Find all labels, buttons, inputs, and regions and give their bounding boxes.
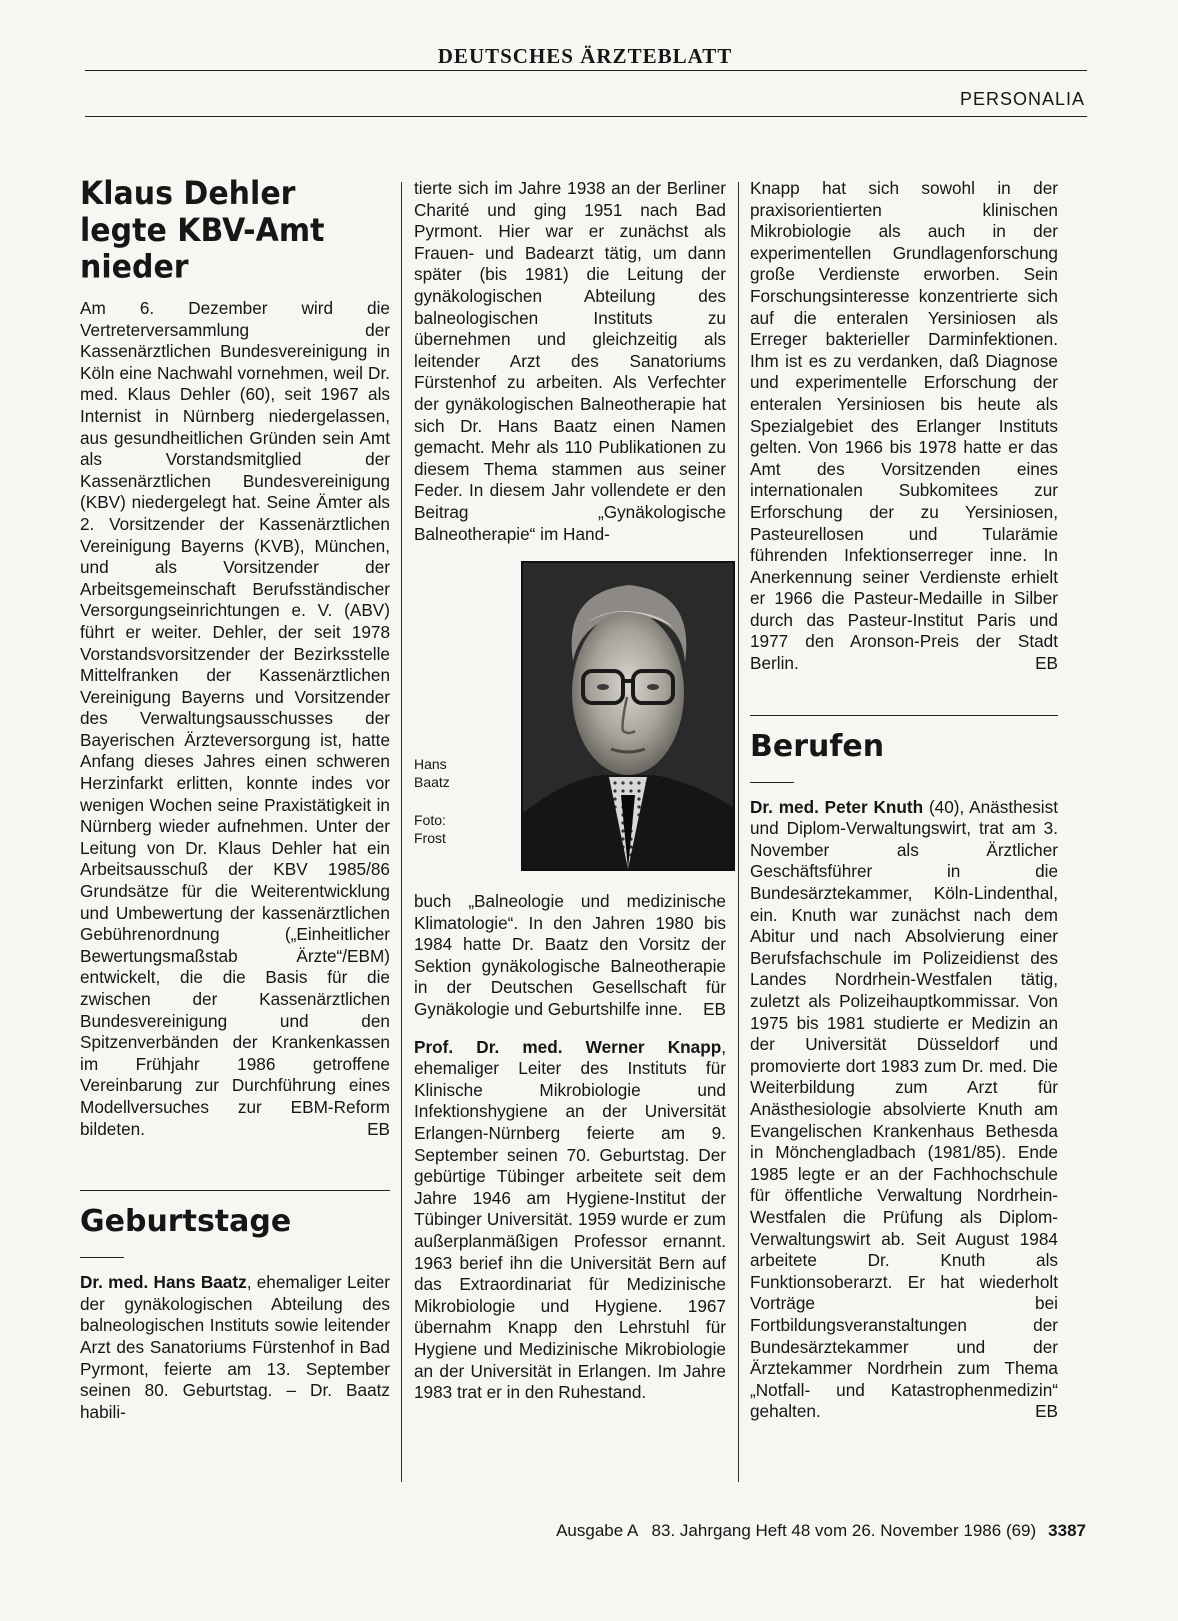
article-dehler: [80, 298, 390, 1140]
entry-knapp-text: , ehemaliger Leiter des Instituts für Klinische Mikrobiologie und Infektionshygiene an der Universität Erlangen-Nürnberg feierte am 9. September seinen 70. Geburtstag. Der gebürtige Tübinger arbeitete seit dem Jahre 1946 am Hygiene-Institut der Tübinger Universität. 1959 wurde er zum außerplanmäßigen Professor ernannt. 1963 berief ihn die Universität Bern auf das Extraordinariat für Medizinische Mikrobiologie und Hygiene. 1967 übernahm Knapp den Lehrstuhl für Hygiene und Medizinische Mikrobiologie an der Universität in Erlangen. Im Jahre 1983 trat er in den Ruhestand.: [414, 1036, 726, 1403]
portrait-photo: [521, 561, 735, 871]
entry-baatz-name: Dr. med. Hans Baatz: [80, 1272, 247, 1293]
baatz-conclusion-text: buch „Balneologie und medizinische Klimatologie“. In den Jahren 1980 bis 1984 hatte Dr. Baatz den Vorsitz der Sektion gynäkologische Balneotherapie in der Deutschen Gesellschaft für Gynäkologie und Geburtshilfe inne.: [414, 891, 726, 1020]
masthead-rule: [85, 70, 1087, 71]
section-heading-berufen: Berufen: [750, 728, 885, 764]
entry-knuth-text: (40), Anästhesist und Diplom-Verwaltungswirt, trat am 3. November als Ärztlicher Geschäftsführer in die Bundesärztekammer, Köln-Lindenthal, ein. Knuth war zunächst nach dem Abitur und nach Absolvierung einer Berufsfachschule im Polizeidienst des Landes Nordrhein-Westfalen tätig, zuletzt als Polizeihauptkommissar. Von 1975 bis 1981 studierte er Medizin an der Universität Düsseldorf und promovierte dort 1983 zum Dr. med. Die Weiterbildung zum Arzt für Anästhesiologie absolvierte Knuth am Evangelischen Krankenhaus Bethesda in Mönchengladbach (1981/85). Ende 1985 legte er an der Fachhochschule für öffentliche Verwaltung Nordrhein-Westfalen die Prüfung als Diplom-Verwaltungswirt ab. Seit August 1984 arbeitete Dr. Knuth als Funktionsoberarzt. Er hat wiederholt Vorträge bei Fortbildungsveranstaltungen der Bundesärztekammer und der Ärztekammer Nordrhein zum Thema „Notfall- und Katastrophenmedizin“ gehalten.: [750, 796, 1058, 1422]
portrait-illustration: [523, 563, 733, 869]
entry-knapp: [414, 1037, 726, 1404]
knapp-continued: [750, 178, 1058, 675]
section-rule-geburtstage-top: [80, 1190, 390, 1191]
baatz-conclusion-sig: EB: [703, 999, 726, 1020]
photo-block: [414, 561, 726, 877]
entry-baatz: [80, 1272, 390, 1423]
entry-knuth-name: Dr. med. Peter Knuth: [750, 796, 924, 817]
column-divider-1: [401, 182, 402, 1482]
column-1: [80, 176, 390, 1423]
headline-dehler: Klaus Dehler legte KBV-Amt nieder: [80, 174, 325, 287]
entry-knuth-sig: EB: [1035, 1401, 1058, 1422]
section-rule: [85, 116, 1087, 117]
section-heading-geburtstage: Geburtstage: [80, 1204, 292, 1240]
column-divider-2: [738, 182, 739, 1482]
knapp-continued-text: Knapp hat sich sowohl in der praxisorientierten klinischen Mikrobiologie als auch in der experimentellen Grundlagenforschung große Verdienste erworben. Sein Forschungsinteresse konzentrierte sich auf die enteralen Yersiniosen als Erreger bakterieller Darminfektionen. Ihm ist es zu verdanken, daß Diagnose und experimentelle Erforschung der enteralen Yersiniosen bis heute als Spezialgebiet des Erlanger Instituts gelten. Von 1966 bis 1978 hatte er das Amt des Vorsitzenden eines internationalen Subkomitees zur Erforschung der zu Yersiniosen, Pasteurellosen und Tularämie führenden Infektionserreger inne. In Anerkennung seiner Verdienste erhielt er 1966 die Pasteur-Medaille in Silber durch das Pasteur-Institut Paris und 1977 den Aronson-Preis der Stadt Berlin.: [750, 178, 1058, 674]
section-label: PERSONALIA: [959, 89, 1085, 109]
knapp-continued-sig: EB: [1035, 653, 1058, 674]
page-footer: [430, 1521, 1086, 1541]
photo-caption-credit: Foto: Frost: [414, 812, 446, 847]
section-rule-geburtstage-bottom: [80, 1257, 124, 1258]
column-2: [414, 178, 726, 1404]
photo-caption-name: Hans Baatz: [414, 756, 450, 791]
baatz-continued: tierte sich im Jahre 1938 an der Berliner Charité und ging 1951 nach Bad Pyrmont. Hier war er zunächst als Frauen- und Badearzt tätig, um dann später (bis 1981) die Leitung der gynäkologischen Abteilung des balneologischen Instituts zu übernehmen und gleichzeitig als leitender Arzt des Sanatoriums Fürstenhof zu arbeiten. Als Verfechter der gynäkologischen Balneotherapie hat sich Dr. Hans Baatz einen Namen gemacht. Mehr als 110 Publikationen zu diesem Thema stammen aus seiner Feder. In diesem Jahr vollendete er den Beitrag „Gynäkologische Balneotherapie“ im Hand-: [414, 178, 726, 544]
article-dehler-text: Am 6. Dezember wird die Vertreterversammlung der Kassenärztlichen Bundesvereinigung in Köln eine Nachwahl vornehmen, weil Dr. med. Klaus Dehler (60), seit 1967 als Internist in Nürnberg niedergelassen, aus gesundheitlichen Gründen sein Amt als Vorstandsmitglied der Kassenärztlichen Bundesvereinigung (KBV) niedergelegt hat. Seine Ämter als 2. Vorsitzender der Kassenärztlichen Vereinigung Bayerns (KVB), München, und als Vorsitzender der Arbeitsgemeinschaft Berufsständischer Versorgungseinrichtungen e. V. (ABV) führt er weiter. Dehler, der seit 1978 Vorstandsvorsitzender der Bezirksstelle Mittelfranken der Kassenärztlichen Vereinigung Bayerns und Vorsitzender des Verwaltungsausschusses der Bayerischen Ärzteversorgung ist, hatte Anfang dieses Jahres einen schweren Herzinfarkt erlitten, konnte indes vor wenigen Wochen seine Praxistätigkeit in Nürnberg wieder aufnehmen. Unter der Leitung von Dr. Klaus Dehler hat ein Arbeitsausschuß der KBV 1985/86 Grundsätze für die Weiterentwicklung und Umbewertung der kassenärztlichen Gebührenordnung („Einheitlicher Bewertungsmaßstab Ärzte“/EBM) entwickelt, die die Basis für die zwischen der Kassenärztlichen Bundesvereinigung und den Spitzenverbänden der Krankenkassen im Frühjahr 1986 getroffene Vereinbarung zur Durchführung eines Modellversuches zur EBM-Reform bildeten.: [80, 298, 390, 1139]
column-3: [750, 178, 1058, 1423]
section-rule-berufen-top: [750, 715, 1058, 716]
entry-knuth: [750, 797, 1058, 1423]
entry-baatz-text: , ehemaliger Leiter der gynäkologischen Abteilung des balneologischen Instituts sowie leitender Arzt des Sanatoriums Fürstenhof in Bad Pyrmont, feierte am 13. September seinen 80. Geburtstag. – Dr. Baatz habili-: [80, 1272, 390, 1422]
footer-issue: Ausgabe A 83. Jahrgang Heft 48 vom 26. November 1986 (69): [556, 1521, 1037, 1540]
article-dehler-sig: EB: [367, 1118, 390, 1139]
section-rule-berufen-bottom: [750, 782, 794, 783]
entry-knapp-name: Prof. Dr. med. Werner Knapp: [414, 1036, 722, 1057]
baatz-conclusion: [414, 891, 726, 1021]
footer-page-number: 3387: [1048, 1521, 1086, 1540]
masthead: DEUTSCHES ÄRZTEBLATT: [437, 44, 733, 68]
